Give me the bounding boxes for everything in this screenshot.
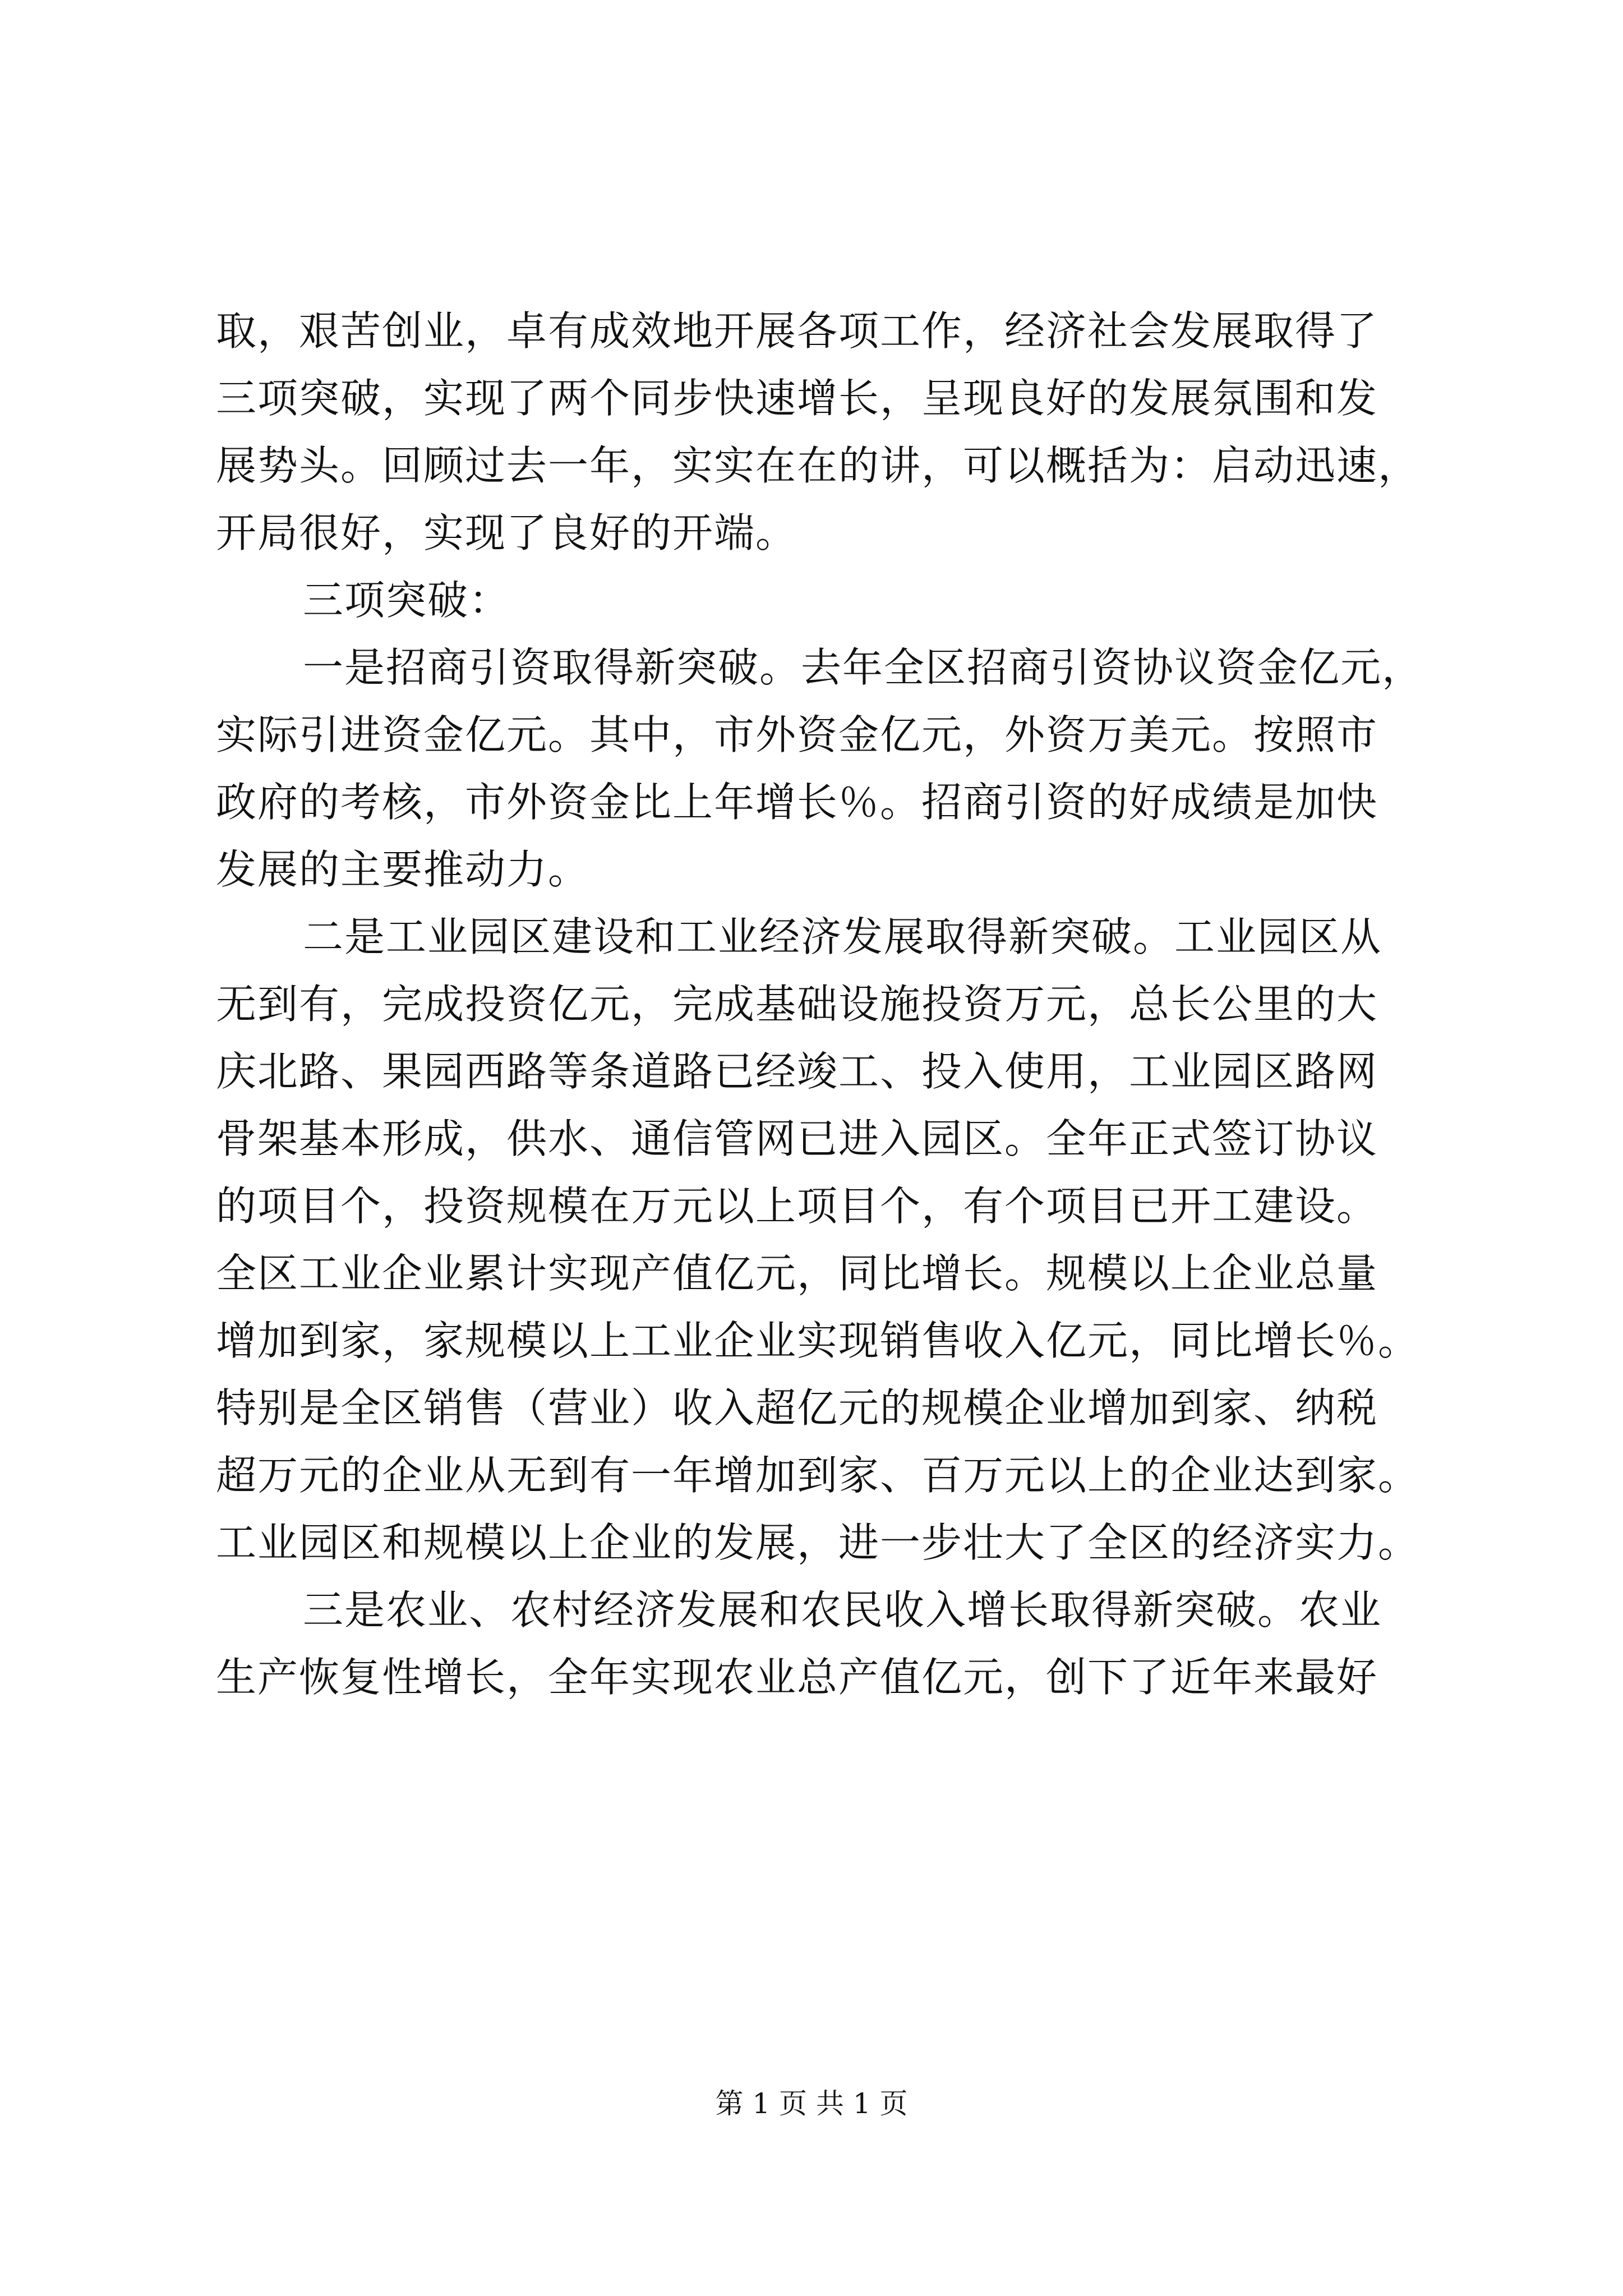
body-line: 发展的主要推动力。 — [216, 846, 590, 893]
body-line: 生产恢复性增长，全年实现农业总产值亿元，创下了近年来最好 — [216, 1654, 1378, 1701]
body-line: 工业园区和规模以上企业的发展，进一步壮大了全区的经济实力。 — [216, 1519, 1420, 1566]
body-line: 取，艰苦创业，卓有成效地开展各项工作，经济社会发展取得了 — [216, 307, 1378, 355]
body-line: 无到有，完成投资亿元，完成基础设施投资万元，总长公里的大 — [216, 981, 1378, 1028]
body-line: 特别是全区销售（营业）收入超亿元的规模企业增加到家、纳税 — [216, 1384, 1378, 1432]
body-line: 实际引进资金亿元。其中，市外资金亿元，外资万美元。按照市 — [216, 711, 1378, 758]
section-heading: 三项突破： — [303, 577, 511, 624]
body-line: 骨架基本形成，供水、通信管网已进入园区。全年正式签订协议 — [216, 1115, 1378, 1162]
page-footer: 第 1 页 共 1 页 — [715, 2087, 908, 2120]
body-line: 展势头。回顾过去一年，实实在在的讲，可以概括为：启动迅速， — [216, 442, 1420, 489]
body-line: 政府的考核，市外资金比上年增长％。招商引资的好成绩是加快 — [216, 779, 1378, 826]
body-line: 全区工业企业累计实现产值亿元，同比增长。规模以上企业总量 — [216, 1250, 1378, 1297]
body-line: 开局很好，实现了良好的开端。 — [216, 509, 797, 556]
body-line: 的项目个，投资规模在万元以上项目个，有个项目已开工建设。 — [216, 1182, 1378, 1230]
body-line: 二是工业园区建设和工业经济发展取得新突破。工业园区从 — [303, 913, 1382, 960]
body-line: 增加到家，家规模以上工业企业实现销售收入亿元，同比增长％。 — [216, 1317, 1420, 1364]
body-line: 三项突破，实现了两个同步快速增长，呈现良好的发展氛围和发 — [216, 375, 1378, 422]
body-line: 三是农业、农村经济发展和农民收入增长取得新突破。农业 — [303, 1586, 1382, 1634]
body-line: 超万元的企业从无到有一年增加到家、百万元以上的企业达到家。 — [216, 1452, 1420, 1499]
body-line: 一是招商引资取得新突破。去年全区招商引资协议资金亿元， — [303, 644, 1424, 691]
body-line: 庆北路、果园西路等条道路已经竣工、投入使用，工业园区路网 — [216, 1048, 1378, 1095]
